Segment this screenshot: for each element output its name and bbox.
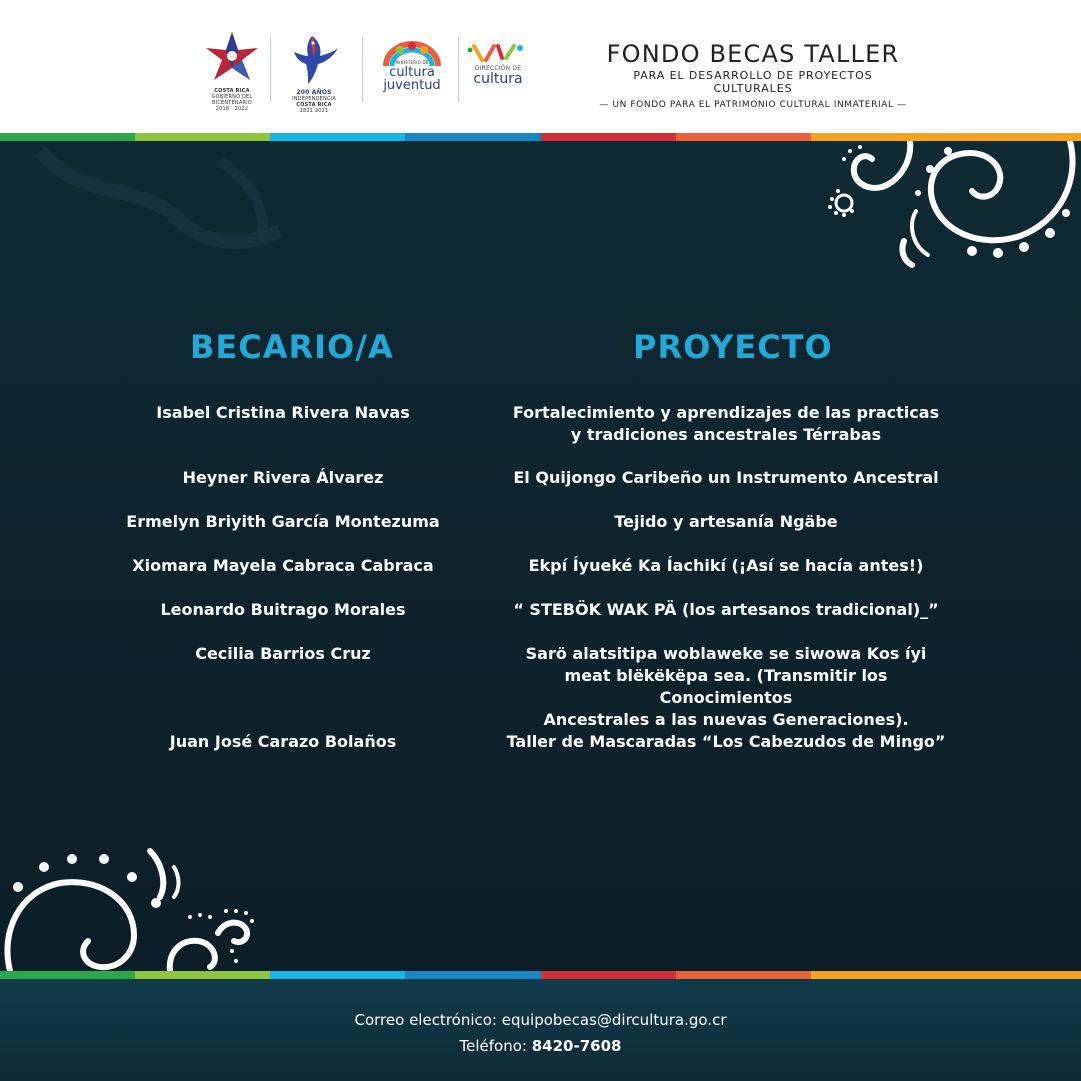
fund-title-block — [596, 40, 910, 110]
project-title — [500, 731, 952, 753]
project-title-line: Tejido y artesanía Ngäbe — [614, 512, 838, 531]
becario-name: Cecilia Barrios Cruz — [195, 644, 371, 663]
project-title-line: El Quijongo Caribeño un Instrumento Ancestral — [513, 468, 939, 487]
fund-subtitle: PARA EL DESARROLLO DE PROYECTOS CULTURALES — [633, 69, 873, 95]
footer — [0, 979, 1081, 1081]
project-title — [500, 511, 952, 533]
becario-name: Leonardo Buitrago Morales — [160, 600, 406, 619]
fund-tagline: — UN FONDO PARA EL PATRIMONIO CULTURAL INMATERIAL — — [599, 100, 907, 110]
project-title-line: Ekpí Íyueké Ka Íachikí (¡Así se hacía antes!) — [528, 556, 924, 575]
logo-divider — [270, 38, 271, 102]
project-title — [500, 467, 952, 489]
project-title-line: “ STEBÖK WAK PÄ (los artesanos tradicional)_” — [513, 600, 939, 619]
becario-name: Ermelyn Briyith García Montezuma — [126, 512, 440, 531]
becario-name: Isabel Cristina Rivera Navas — [156, 403, 410, 422]
color-stripe-top — [0, 133, 1081, 141]
direccion-small: DIRECCIÓN DE — [474, 65, 522, 72]
color-stripe-bottom — [0, 971, 1081, 979]
costa-rica-logo — [198, 28, 266, 112]
project-title — [500, 643, 952, 731]
fund-title: FONDO BECAS TALLER — [606, 40, 900, 68]
column-header-proyecto: PROYECTO — [633, 328, 833, 366]
costa-rica-line2: GOBIERNO DEL BICENTENARIO — [211, 94, 253, 106]
phone-label: Teléfono: — [459, 1037, 527, 1055]
costa-rica-line1: COSTA RICA — [214, 88, 250, 94]
project-title-line: Sarö alatsitipa woblaweke se siwowa Kos íyi — [525, 644, 927, 663]
project-title-line: y tradiciones ancestrales Térrabas — [570, 425, 882, 444]
bicentenario-line2: INDEPENDENCIA — [292, 96, 336, 102]
costa-rica-line3: 2018 · 2022 — [215, 106, 249, 112]
bicentenario-line4: 1821·2021 — [299, 108, 329, 114]
column-header-becario: BECARIO/A — [190, 328, 394, 366]
bicentenario-line3: COSTA RICA — [296, 102, 332, 108]
becario-name: Heyner Rivera Álvarez — [182, 468, 384, 487]
phone-number[interactable]: 8420-7608 — [531, 1037, 622, 1055]
costa-rica-star-icon — [198, 28, 266, 84]
ministerio-line1: cultura — [389, 65, 435, 80]
footer-phone-line — [0, 1033, 1081, 1059]
swirl-ornament-bottom-icon — [0, 841, 270, 971]
ministerio-line2: juventud — [383, 78, 441, 93]
project-title — [500, 599, 952, 621]
hummingbird-icon — [286, 30, 342, 86]
becario-name: Juan José Carazo Bolaños — [169, 732, 397, 751]
footer-email-line — [0, 979, 1081, 1033]
project-title-line: Taller de Mascaradas “Los Cabezudos de Mingo” — [506, 732, 946, 751]
project-title — [500, 555, 952, 577]
email-address[interactable]: equipobecas@dircultura.go.cr — [501, 1011, 727, 1029]
ministerio-cultura-juventud-logo — [372, 40, 452, 92]
project-title-line: Fortalecimiento y aprendizajes de las practicas — [512, 403, 940, 422]
email-label: Correo electrónico: — [354, 1011, 497, 1029]
direccion-cultura-logo — [466, 42, 530, 87]
swirl-ornament-top-icon — [820, 141, 1081, 271]
logo-divider — [362, 38, 363, 102]
main-panel — [0, 141, 1081, 971]
project-title-line: meat blëkëkëpa sea. (Transmitir los Conocimientos — [564, 666, 888, 707]
ministerio-small: MINISTERIO DE — [395, 60, 429, 65]
bicentenario-line1: 200 AÑOS — [296, 89, 332, 96]
project-title-line: Ancestrales a las nuevas Generaciones). — [543, 710, 909, 729]
project-title — [500, 402, 952, 446]
direccion-figures-icon — [466, 42, 530, 62]
bicentenario-logo — [286, 30, 342, 114]
faint-ornament-icon — [20, 141, 320, 261]
logo-divider — [458, 38, 459, 102]
becario-name: Xiomara Mayela Cabraca Cabraca — [132, 556, 434, 575]
direccion-line1: cultura — [473, 71, 523, 87]
header — [0, 0, 1081, 133]
